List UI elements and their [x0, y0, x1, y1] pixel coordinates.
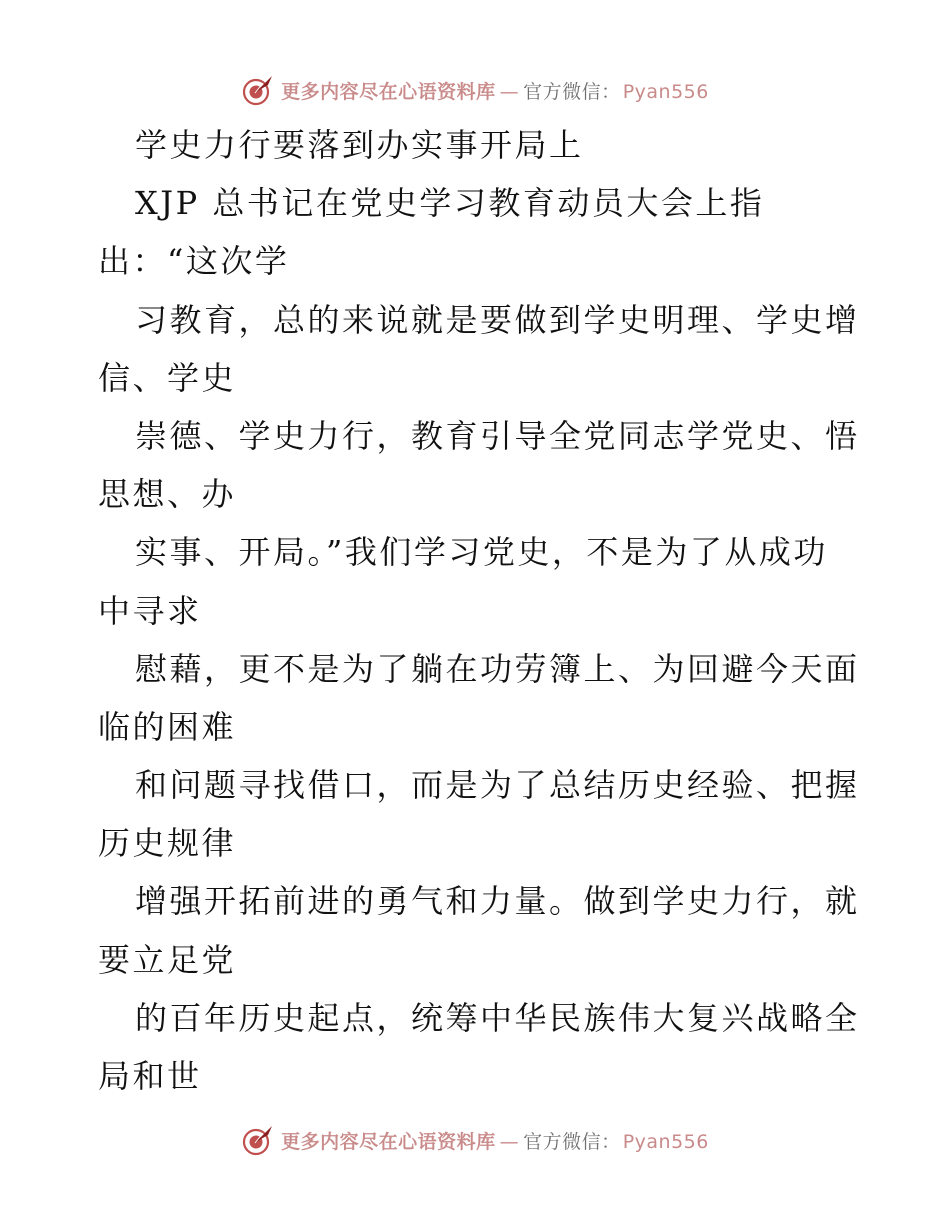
banner-account: Pyan556 — [622, 1130, 709, 1153]
document-line: 学史力行要落到办实事开局上 — [135, 126, 584, 164]
banner-official-label: 官方微信： — [523, 80, 621, 103]
document-line: 的百年历史起点，统筹中华民族伟大复兴战略全 — [135, 998, 860, 1037]
document-line: 历史规律 — [98, 824, 237, 863]
document-line: 要立足党 — [98, 940, 237, 979]
banner-text — [281, 77, 709, 104]
document-line: 增强开拓前进的勇气和力量。做到学史力行，就 — [135, 882, 860, 921]
document-line: 临的困难 — [98, 707, 237, 746]
document-line: 信、学史 — [98, 358, 237, 397]
banner-dash: — — [499, 80, 520, 103]
header-banner — [0, 70, 950, 110]
document-line: 实事、开局。”我们学习党史，不是为了从成功 — [135, 533, 828, 572]
banner-promo: 更多内容尽在心语资料库 — [281, 1130, 496, 1153]
document-line: 中寻求 — [98, 591, 202, 630]
document-line: 思想、办 — [98, 475, 237, 514]
banner-text — [281, 1127, 709, 1154]
banner-official-label: 官方微信： — [523, 1130, 621, 1153]
document-line: 局和世 — [98, 1057, 202, 1095]
banner-dash: — — [499, 1130, 520, 1153]
document-line: 出：“这次学 — [98, 242, 290, 281]
document-line: XJP 总书记在党史学习教育动员大会上指 — [135, 184, 765, 223]
document-line: 习教育，总的来说就是要做到学史明理、学史增 — [135, 300, 860, 339]
banner-promo: 更多内容尽在心语资料库 — [281, 80, 496, 103]
banner-account: Pyan556 — [622, 80, 709, 103]
footer-banner — [0, 1120, 950, 1160]
document-line: 崇德、学史力行，教育引导全党同志学党史、悟 — [135, 416, 860, 455]
quill-logo-icon — [241, 1123, 275, 1157]
document-line: 和问题寻找借口，而是为了总结历史经验、把握 — [135, 766, 860, 805]
quill-logo-icon — [241, 73, 275, 107]
document-line: 慰藉，更不是为了躺在功劳簿上、为回避今天面 — [135, 649, 860, 688]
document-body — [98, 116, 868, 1105]
